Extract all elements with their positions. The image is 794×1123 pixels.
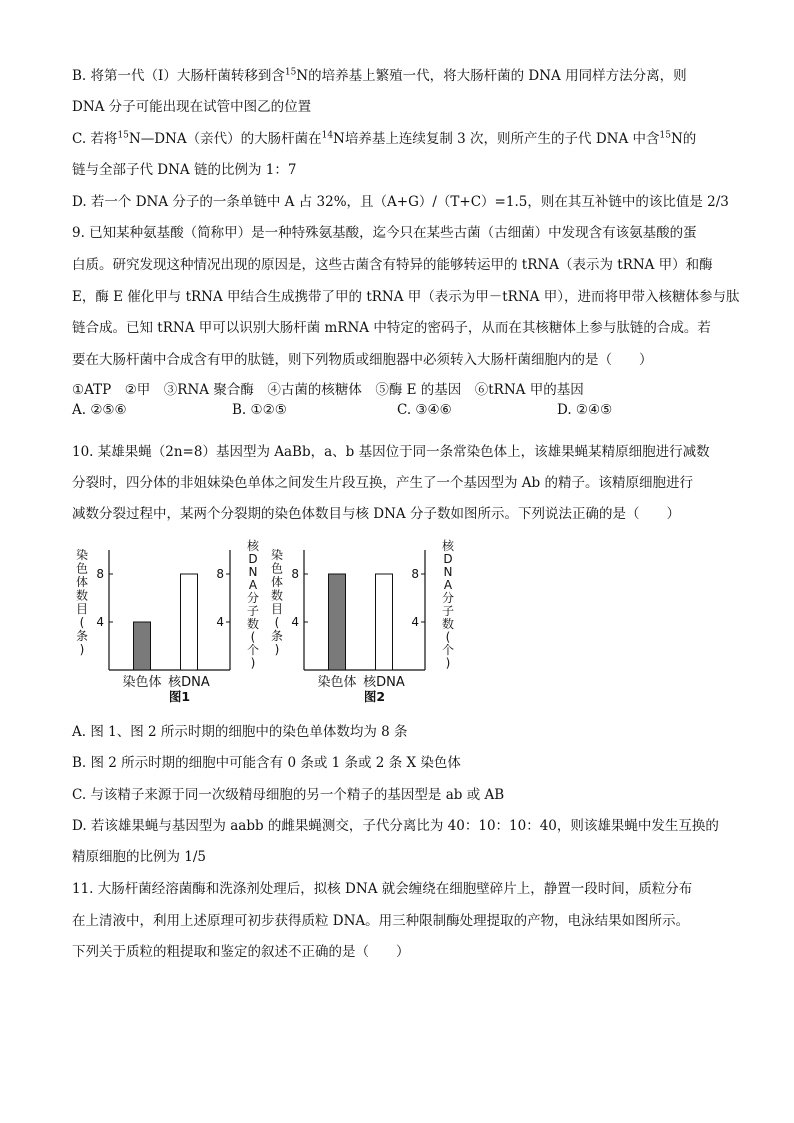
chart2-bar-1 (329, 574, 346, 670)
q10-stem-line3: 减数分裂过程中，某两个分裂期的染色体数目与核 DNA 分子数如图所示。下列说法正确的是（ ） (72, 506, 680, 522)
chart1-bar-2 (181, 574, 198, 670)
svg-text:(: ( (445, 630, 451, 644)
svg-text:体: 体 (270, 575, 284, 589)
svg-text:染: 染 (270, 548, 284, 562)
chart2-ylabel-right (442, 538, 455, 670)
q9-stem-line1: 9. 已知某种氨基酸（简称甲）是一种特殊氨基酸，迄今只在某些古菌（古细菌）中发现含有该氨基酸的蛋 (72, 225, 697, 241)
q9-stem-line3: E，酶 E 催化甲与 tRNA 甲结合生成携带了甲的 tRNA 甲（表示为甲－tRNA 甲），进而将甲带入核糖体参与肽 (72, 289, 740, 305)
chart1-category-label-1: 染色体 (122, 675, 162, 690)
svg-text:数: 数 (246, 617, 260, 631)
chart2-category-label-2: 核DNA (363, 675, 405, 690)
chart2-tick-label-right-8: 8 (411, 567, 419, 581)
svg-text:目: 目 (75, 602, 89, 616)
chart1-bar-1 (134, 622, 151, 670)
svg-text:): ) (274, 642, 280, 657)
chart2-tick-label-left-4: 4 (291, 615, 299, 629)
chart1-tick-label-right-8: 8 (216, 567, 224, 581)
svg-text:核: 核 (246, 539, 260, 553)
q10-figures-svg (72, 535, 472, 710)
q10-option-c: C. 与该精子来源于同一次级精母细胞的另一个精子的基因型是 ab 或 AB (72, 787, 505, 803)
chart2-bar-2 (376, 574, 393, 670)
q9-stem-line5: 要在大肠杆菌中合成含有甲的肽链，则下列物质或细胞器中必须转入大肠杆菌细胞内的是（ ） (72, 352, 653, 368)
chart2-tick-label-right-4: 4 (411, 615, 419, 629)
q10-option-b: B. 图 2 所示时期的细胞中可能含有 0 条或 1 条或 2 条 X 染色体 (72, 755, 461, 771)
chart1-tick-label-left-8: 8 (96, 567, 104, 581)
q9-stem-line4: 链合成。已知 tRNA 甲可以识别大肠杆菌 mRNA 中特定的密码子，从而在其核糖体上参与肽链的合成。若 (72, 320, 711, 336)
chart2-caption: 图2 (363, 689, 386, 704)
svg-text:N: N (248, 565, 258, 579)
svg-text:数: 数 (75, 588, 89, 603)
q8-option-b-line1: B. 将第一代（Ⅰ）大肠杆菌转移到含$^{15}$N的培养基上繁殖一代，将大肠杆菌的 DNA 用同样方法分离，则 (72, 67, 687, 84)
q8-option-c-line1: C. 若将$^{15}$N—DNA（亲代）的大肠杆菌在$^{14}$N培养基上连续复制 3 次，则所产生的子代 DNA 中含$^{15}$N的 (72, 130, 697, 147)
q11-stem-line1: 11. 大肠杆菌经溶菌酶和洗涤剂处理后，拟核 DNA 就会缠绕在细胞壁碎片上，静置一段时间，质粒分布 (72, 881, 693, 897)
chart1-tick-label-right-4: 4 (216, 615, 224, 629)
svg-text:): ) (250, 656, 256, 670)
chart1-ylabel-left (76, 547, 88, 657)
svg-text:数: 数 (270, 588, 284, 603)
chart2-ylabel-left (271, 547, 283, 657)
svg-text:子: 子 (441, 604, 455, 618)
chart1-tick-label-left-4: 4 (96, 615, 104, 629)
q9-option-d: D. ②④⑤ (557, 402, 613, 418)
q10-stem-line1: 10. 某雄果蝇（2n=8）基因型为 AaBb，a、b 基因位于同一条常染色体上，该雄果蝇某精原细胞进行减数 (72, 444, 710, 460)
chart2-category-label-1: 染色体 (317, 675, 357, 690)
svg-text:分: 分 (441, 591, 455, 605)
svg-text:D: D (248, 552, 258, 566)
svg-text:条: 条 (75, 629, 89, 643)
chart1-caption: 图1 (168, 689, 191, 704)
svg-text:数: 数 (441, 617, 455, 631)
svg-text:色: 色 (75, 561, 89, 576)
q9-options (72, 402, 732, 424)
svg-text:个: 个 (441, 643, 455, 657)
q8-option-d: D. 若一个 DNA 分子的一条单链中 A 占 32%，且（A+G）/（T+C）=1.5，则在其互补链中的该比值是 2/3 (72, 194, 729, 210)
svg-text:分: 分 (246, 591, 260, 605)
svg-text:体: 体 (75, 575, 89, 589)
q9-items: ①ATP ②甲 ③RNA 聚合酶 ④古菌的核糖体 ⑤酶 E 的基因 ⑥tRNA 甲的基因 (72, 382, 584, 398)
svg-text:): ) (445, 656, 451, 670)
chart2-tick-label-left-8: 8 (291, 567, 299, 581)
svg-text:子: 子 (246, 604, 260, 618)
svg-text:核: 核 (441, 539, 455, 553)
q11-stem-line2: 在上清液中，利用上述原理可初步获得质粒 DNA。用三种限制酶处理提取的产物，电泳结果如图所示。 (72, 913, 690, 929)
svg-text:): ) (79, 642, 85, 657)
q8-option-b-line2: DNA 分子可能出现在试管中图乙的位置 (72, 99, 312, 115)
svg-text:D: D (443, 552, 453, 566)
q9-option-b: B. ①②⑤ (232, 402, 287, 418)
chart1-ylabel-right (247, 538, 260, 670)
svg-text:(: ( (274, 615, 280, 630)
svg-text:A: A (248, 578, 258, 592)
svg-text:条: 条 (270, 629, 284, 643)
q10-figures (72, 535, 472, 710)
q10-option-d-line2: 精原细胞的比例为 1/5 (72, 849, 207, 865)
svg-text:(: ( (79, 615, 85, 630)
q9-option-c: C. ③④⑥ (397, 402, 452, 418)
q10-option-a: A. 图 1、图 2 所示时期的细胞中的染色单体数均为 8 条 (72, 724, 408, 740)
svg-text:N: N (443, 565, 453, 579)
q9-option-a: A. ②⑤⑥ (72, 402, 127, 418)
svg-text:目: 目 (270, 602, 284, 616)
svg-text:色: 色 (270, 561, 284, 576)
q9-stem-line2: 白质。研究发现这种情况出现的原因是，这些古菌含有特异的能够转运甲的 tRNA（表示为 tRNA 甲）和酶 (72, 257, 713, 273)
q10-option-d-line1: D. 若该雄果蝇与基因型为 aabb 的雌果蝇测交，子代分离比为 40：10：10：40，则该雄果蝇中发生互换的 (72, 818, 719, 834)
q11-stem-line3: 下列关于质粒的粗提取和鉴定的叙述不正确的是（ ） (72, 944, 410, 960)
chart1-category-label-2: 核DNA (168, 675, 210, 690)
q10-stem-line2: 分裂时，四分体的非姐妹染色单体之间发生片段互换，产生了一个基因型为 Ab 的精子。该精原细胞进行 (72, 475, 693, 491)
svg-text:A: A (443, 578, 453, 592)
svg-text:个: 个 (246, 643, 260, 657)
svg-text:(: ( (250, 630, 256, 644)
svg-text:染: 染 (75, 548, 89, 562)
q8-option-c-line2: 链与全部子代 DNA 链的比例为 1：7 (72, 162, 297, 178)
